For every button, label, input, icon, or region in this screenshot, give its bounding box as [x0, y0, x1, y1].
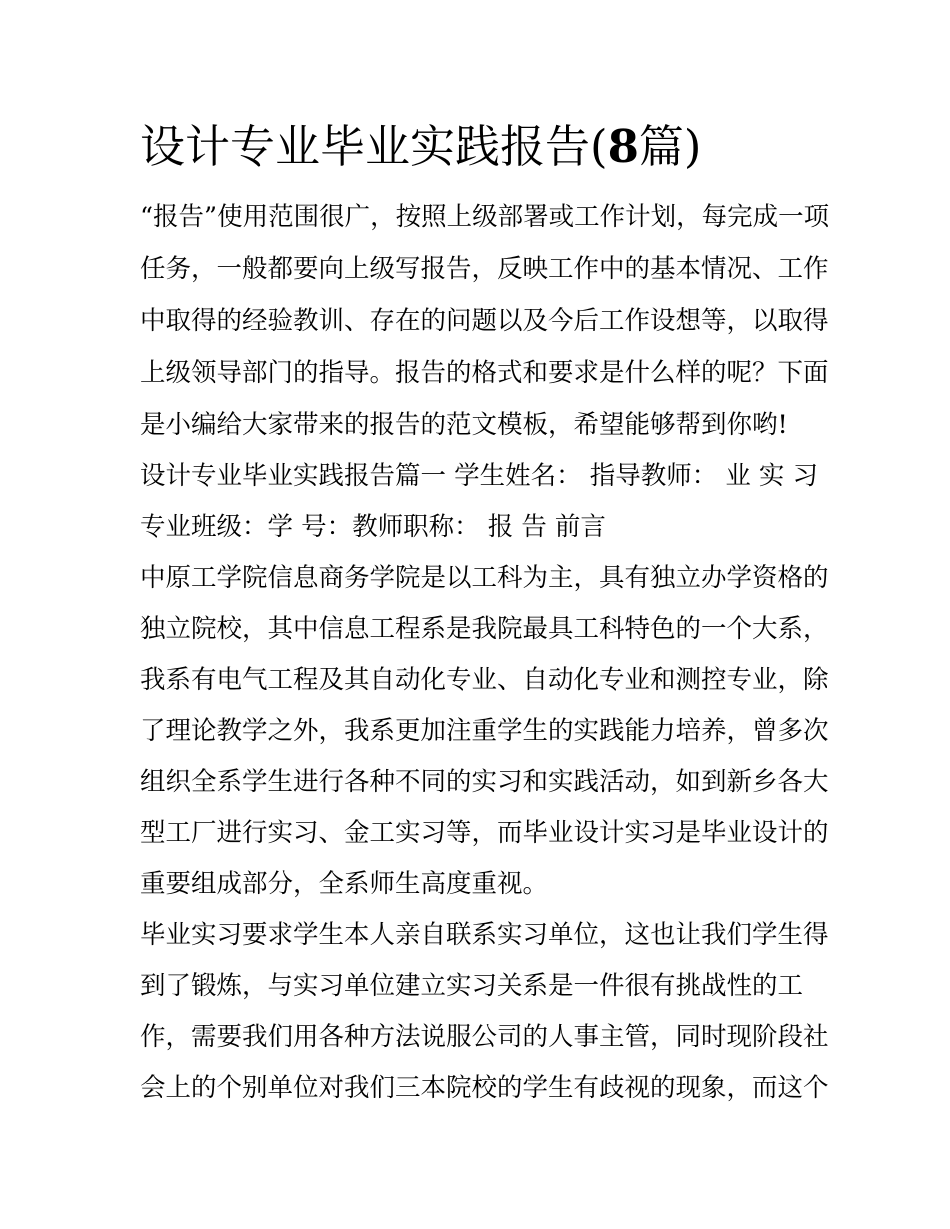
body-line: “报告”使用范围很广，按照上级部署或工作计划，每完成一项: [140, 202, 830, 232]
body-line: 是小编给大家带来的报告的范文模板，希望能够帮到你哟!: [140, 410, 788, 440]
body-line: 重要组成部分，全系师生高度重视。: [140, 869, 549, 899]
body-line: 组织全系学生进行各种不同的实习和实践活动，如到新乡各大: [140, 767, 829, 797]
section-info-line: 专业班级：学 号：教师职称： 报 告 前言: [140, 512, 606, 542]
body-line: 到了锻炼，与实习单位建立实习关系是一件很有挑战性的工: [140, 971, 804, 1001]
title-main: 设计专业毕业实践报告(: [140, 120, 608, 173]
body-line: 作，需要我们用各种方法说服公司的人事主管，同时现阶段社: [140, 1022, 829, 1052]
body-line: 任务，一般都要向上级写报告，反映工作中的基本情况、工作: [140, 254, 829, 284]
body-line: 会上的个别单位对我们三本院校的学生有歧视的现象，而这个: [140, 1073, 829, 1103]
title-number: 8: [607, 120, 639, 173]
title-tail: 篇): [638, 120, 702, 173]
body-line: 上级领导部门的指导。报告的格式和要求是什么样的呢？下面: [140, 358, 829, 388]
document-title: [140, 117, 840, 177]
body-line: 独立院校，其中信息工程系是我院最具工科特色的一个大系，: [140, 614, 829, 644]
section-heading-line: 设计专业毕业实践报告篇一 学生姓名： 指导教师： 业 实 习: [140, 461, 819, 491]
body-line: 了理论教学之外，我系更加注重学生的实践能力培养，曾多次: [140, 716, 829, 746]
body-line: 我系有电气工程及其自动化专业、自动化专业和测控专业，除: [140, 665, 829, 695]
body-line: 型工厂进行实习、金工实习等，而毕业设计实习是毕业设计的: [140, 818, 829, 848]
body-line: 中取得的经验教训、存在的问题以及今后工作设想等，以取得: [140, 306, 829, 336]
body-line: 中原工学院信息商务学院是以工科为主，具有独立办学资格的: [140, 563, 829, 593]
body-line: 毕业实习要求学生本人亲自联系实习单位，这也让我们学生得: [140, 920, 829, 950]
